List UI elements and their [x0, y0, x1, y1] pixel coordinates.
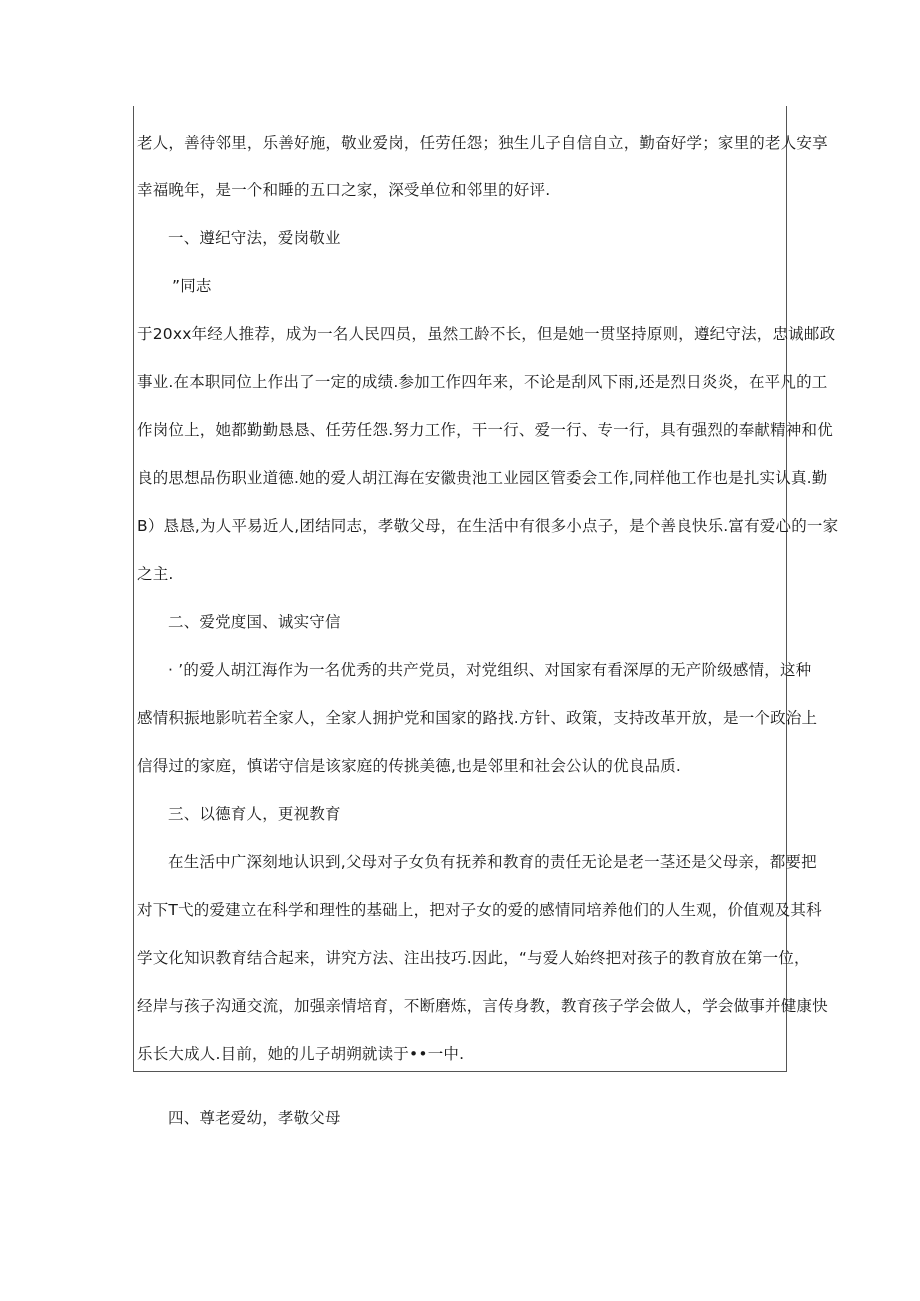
- paragraph-line: 之主.: [137, 565, 174, 583]
- paragraph-line: 经岸与孩子沟通交流，加强亲情培育，不断磨炼，言传身教，教育孩子学会做人，学会做事并健康快: [137, 997, 828, 1015]
- paragraph-line: 老人，善待邻里，乐善好施，敬业爱岗，任劳任怨；独生儿子自信自立，勤奋好学；家里的老人安享: [137, 134, 828, 152]
- paragraph-line: 信得过的家庭，慎诺守信是该家庭的传挑美德,也是邻里和社会公认的优良品质.: [137, 757, 682, 775]
- paragraph-line: 对下T弋的爱建立在科学和理性的基础上，把对子女的爱的感情同培养他们的人生观，价值观及其科: [137, 901, 822, 919]
- section-heading-3: 三、以德育人，更视教育: [168, 805, 341, 823]
- paragraph-line: 作岗位上，她都勤勤恳恳、任劳任怨.努力工作，干一行、爱一行、专一行，具有强烈的奉献精神和优: [137, 421, 833, 439]
- section-heading-2: 二、爱党度国、诚实守信: [168, 613, 341, 631]
- paragraph-line: 良的思想品伤职业道德.她的爱人胡江海在安徽贵池工业园区管委会工作,同样他工作也是扎实认真.勤: [137, 469, 828, 487]
- paragraph-line: 乐长大成人.目前，她的儿子胡朔就读于••一中.: [137, 1045, 465, 1063]
- paragraph-line: 感情积振地影吭若全家人，全家人拥护党和国家的路找.方针、政策，支持改革开放，是一个政治上: [137, 709, 818, 727]
- paragraph-line: · ’的爱人胡江海作为一名优秀的共产党员，对党组织、对国家有看深厚的无产阶级感情，这种: [168, 661, 812, 679]
- paragraph-line: ”同志: [172, 277, 212, 295]
- paragraph-line: 事业.在本职同位上作出了一定的成绩.参加工作四年来，不论是刮风下雨,还是烈日炎炎，在平凡的工: [137, 373, 828, 391]
- paragraph-line: 于20xx年经人推荐，成为一名人民四员，虽然工龄不长，但是她一贯坚持原则，遵纪守法，忠诚邮政: [137, 325, 836, 343]
- paragraph-line: B）恳恳,为人平易近人,团结同志，孝敬父母，在生活中有很多小点子，是个善良快乐.富有爱心的一家: [137, 517, 839, 535]
- section-heading-1: 一、遵纪守法，爱岗敬业: [168, 229, 341, 247]
- paragraph-line: 学文化知识教育结合起来，讲究方法、注出技巧.因此，“与爱人始终把对孩子的教育放在第一位，: [137, 949, 810, 967]
- content-frame: [133, 106, 787, 1072]
- paragraph-line: 幸福晚年，是一个和睡的五口之家，深受单位和邻里的好评.: [137, 181, 551, 199]
- section-heading-4: 四、尊老爱幼，孝敬父母: [168, 1109, 341, 1127]
- paragraph-line: 在生活中广深刻地认识到,父母对子女负有抚养和教育的责任无论是老一茎还是父母亲，都要把: [168, 853, 817, 871]
